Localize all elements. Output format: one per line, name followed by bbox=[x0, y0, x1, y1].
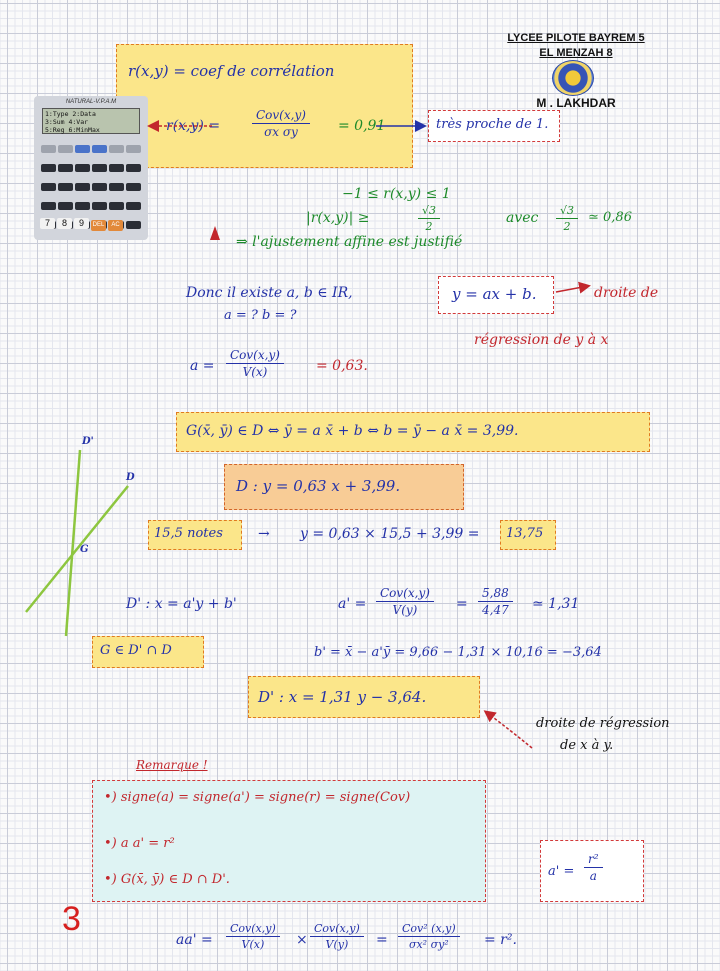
red-triangle-icon bbox=[210, 226, 220, 240]
slope-denominator: V(x) bbox=[242, 365, 268, 379]
correlation-denominator: σx σy bbox=[264, 125, 298, 139]
g-intersection: G ∈ D' ∩ D bbox=[100, 643, 172, 658]
calculator-screen-line: 5:Reg 6:MinMax bbox=[45, 126, 100, 134]
teacher-name: M . LAKHDAR bbox=[536, 96, 616, 110]
aprime-equals: = bbox=[456, 596, 468, 612]
arrow-to-droite-icon bbox=[556, 286, 588, 292]
sqrt-numerator: √3 bbox=[418, 204, 440, 219]
correlation-definition: r(x,y) = coef de corrélation bbox=[128, 62, 335, 80]
aprime-numerator: Cov(x,y) bbox=[376, 586, 434, 602]
final-fraction-1-den: V(x) bbox=[241, 938, 265, 951]
prediction-result: 13,75 bbox=[506, 526, 544, 541]
calculator-key: AC bbox=[108, 220, 123, 231]
linear-model: y = ax + b. bbox=[452, 285, 537, 303]
calculator-brand: NATURAL-V.P.A.M bbox=[65, 99, 117, 105]
aprime-formula-numerator: r² bbox=[584, 852, 603, 868]
calculator-key: DEL bbox=[91, 220, 106, 231]
abs-correlation: |r(x,y)| ≥ bbox=[306, 210, 370, 226]
notes-label: 15,5 notes bbox=[154, 526, 223, 541]
correlation-value: = 0,91 bbox=[338, 118, 386, 134]
correlation-numerator: Cov(x,y) bbox=[252, 108, 310, 124]
final-equals: = bbox=[376, 932, 388, 948]
aprime-formula-lhs: a' = bbox=[548, 864, 575, 879]
final-lhs: aa' = bbox=[176, 932, 213, 948]
final-fraction-1-num: Cov(x,y) bbox=[226, 922, 280, 937]
slope-lhs: a = bbox=[190, 358, 215, 374]
page-number: 3 bbox=[62, 900, 81, 938]
dprime-definition: D' : x = a'y + b' bbox=[126, 596, 237, 612]
final-times: × bbox=[296, 932, 308, 948]
droite-label: droite de bbox=[594, 285, 659, 301]
x-regression-label: droite de régression bbox=[536, 716, 670, 731]
point-g-label: G bbox=[80, 544, 89, 555]
arrow-right-icon: → bbox=[258, 526, 270, 542]
aprime-numeric-denominator: 4,47 bbox=[482, 603, 509, 617]
x-regression-label-2: de x à y. bbox=[560, 738, 614, 753]
bprime-calculation: b' = x̄ − a'ȳ = 9,66 − 1,31 × 10,16 = −3,64 bbox=[314, 645, 602, 660]
calculator-key: 9 bbox=[74, 218, 89, 229]
approx-value: ≃ 0,86 bbox=[588, 210, 632, 225]
sqrt-denominator: 2 bbox=[425, 220, 433, 233]
aprime-value: ≃ 1,31 bbox=[532, 596, 580, 612]
close-note: très proche de 1. bbox=[436, 117, 549, 132]
slope-value: = 0,63. bbox=[316, 358, 368, 374]
aprime-formula-denominator: a bbox=[589, 869, 597, 883]
sqrt-denominator-2: 2 bbox=[563, 220, 571, 233]
final-fraction-3-den: σx² σy² bbox=[408, 938, 449, 951]
remark-item: •) signe(a) = signe(a') = signe(r) = signe(Cov) bbox=[104, 790, 411, 805]
prediction-calculation: y = 0,63 × 15,5 + 3,99 = bbox=[300, 526, 480, 542]
remark-title: Remarque ! bbox=[136, 758, 208, 772]
aprime-denominator: V(y) bbox=[392, 603, 418, 617]
justification: ⇒ l'ajustement affine est justifié bbox=[236, 234, 463, 250]
correlation-lhs: r(x,y) = bbox=[166, 118, 221, 134]
sqrt-numerator-2: √3 bbox=[556, 204, 578, 219]
correlation-bounds: −1 ≤ r(x,y) ≤ 1 bbox=[342, 186, 451, 202]
final-fraction-2-num: Cov(x,y) bbox=[310, 922, 364, 937]
line-d-prime-label: D' bbox=[82, 436, 94, 447]
remark-item: •) a a' = r² bbox=[104, 836, 175, 851]
calculator-key: 8 bbox=[57, 218, 72, 229]
final-result: = r². bbox=[484, 932, 517, 948]
calculator-screen-line: 3:Sum 4:Var bbox=[45, 118, 89, 126]
calculator-screen-line: 1:Type 2:Data bbox=[45, 110, 96, 118]
existence-statement: Donc il existe a, b ∈ IR, bbox=[186, 285, 353, 301]
aprime-lhs: a' = bbox=[338, 596, 367, 612]
final-fraction-3-num: Cov² (x,y) bbox=[398, 922, 460, 937]
school-name: LYCEE PILOTE BAYREM 5 bbox=[507, 32, 645, 44]
calculator-key: 7 bbox=[40, 218, 55, 229]
dprime-equation: D' : x = 1,31 y − 3,64. bbox=[258, 688, 427, 706]
remark-item: •) G(x̄, ȳ) ∈ D ∩ D'. bbox=[104, 872, 230, 887]
line-d-prime bbox=[66, 450, 80, 636]
avec-label: avec bbox=[506, 210, 539, 226]
line-d-label: D bbox=[126, 472, 135, 483]
regression-label: régression de y à x bbox=[474, 332, 609, 348]
school-city: EL MENZAH 8 bbox=[539, 47, 613, 59]
arrow-to-dprime-icon bbox=[486, 712, 532, 748]
regression-line-equation: D : y = 0,63 x + 3,99. bbox=[236, 477, 401, 495]
slope-numerator: Cov(x,y) bbox=[226, 348, 284, 364]
unknowns: a = ? b = ? bbox=[224, 308, 297, 323]
aprime-numeric-numerator: 5,88 bbox=[478, 586, 513, 602]
intercept-derivation: G(x̄, ȳ) ∈ D ⇔ ȳ = a x̄ + b ⇔ b = ȳ − a x̄ = 3,99. bbox=[186, 423, 519, 439]
final-fraction-2-den: V(y) bbox=[325, 938, 349, 951]
